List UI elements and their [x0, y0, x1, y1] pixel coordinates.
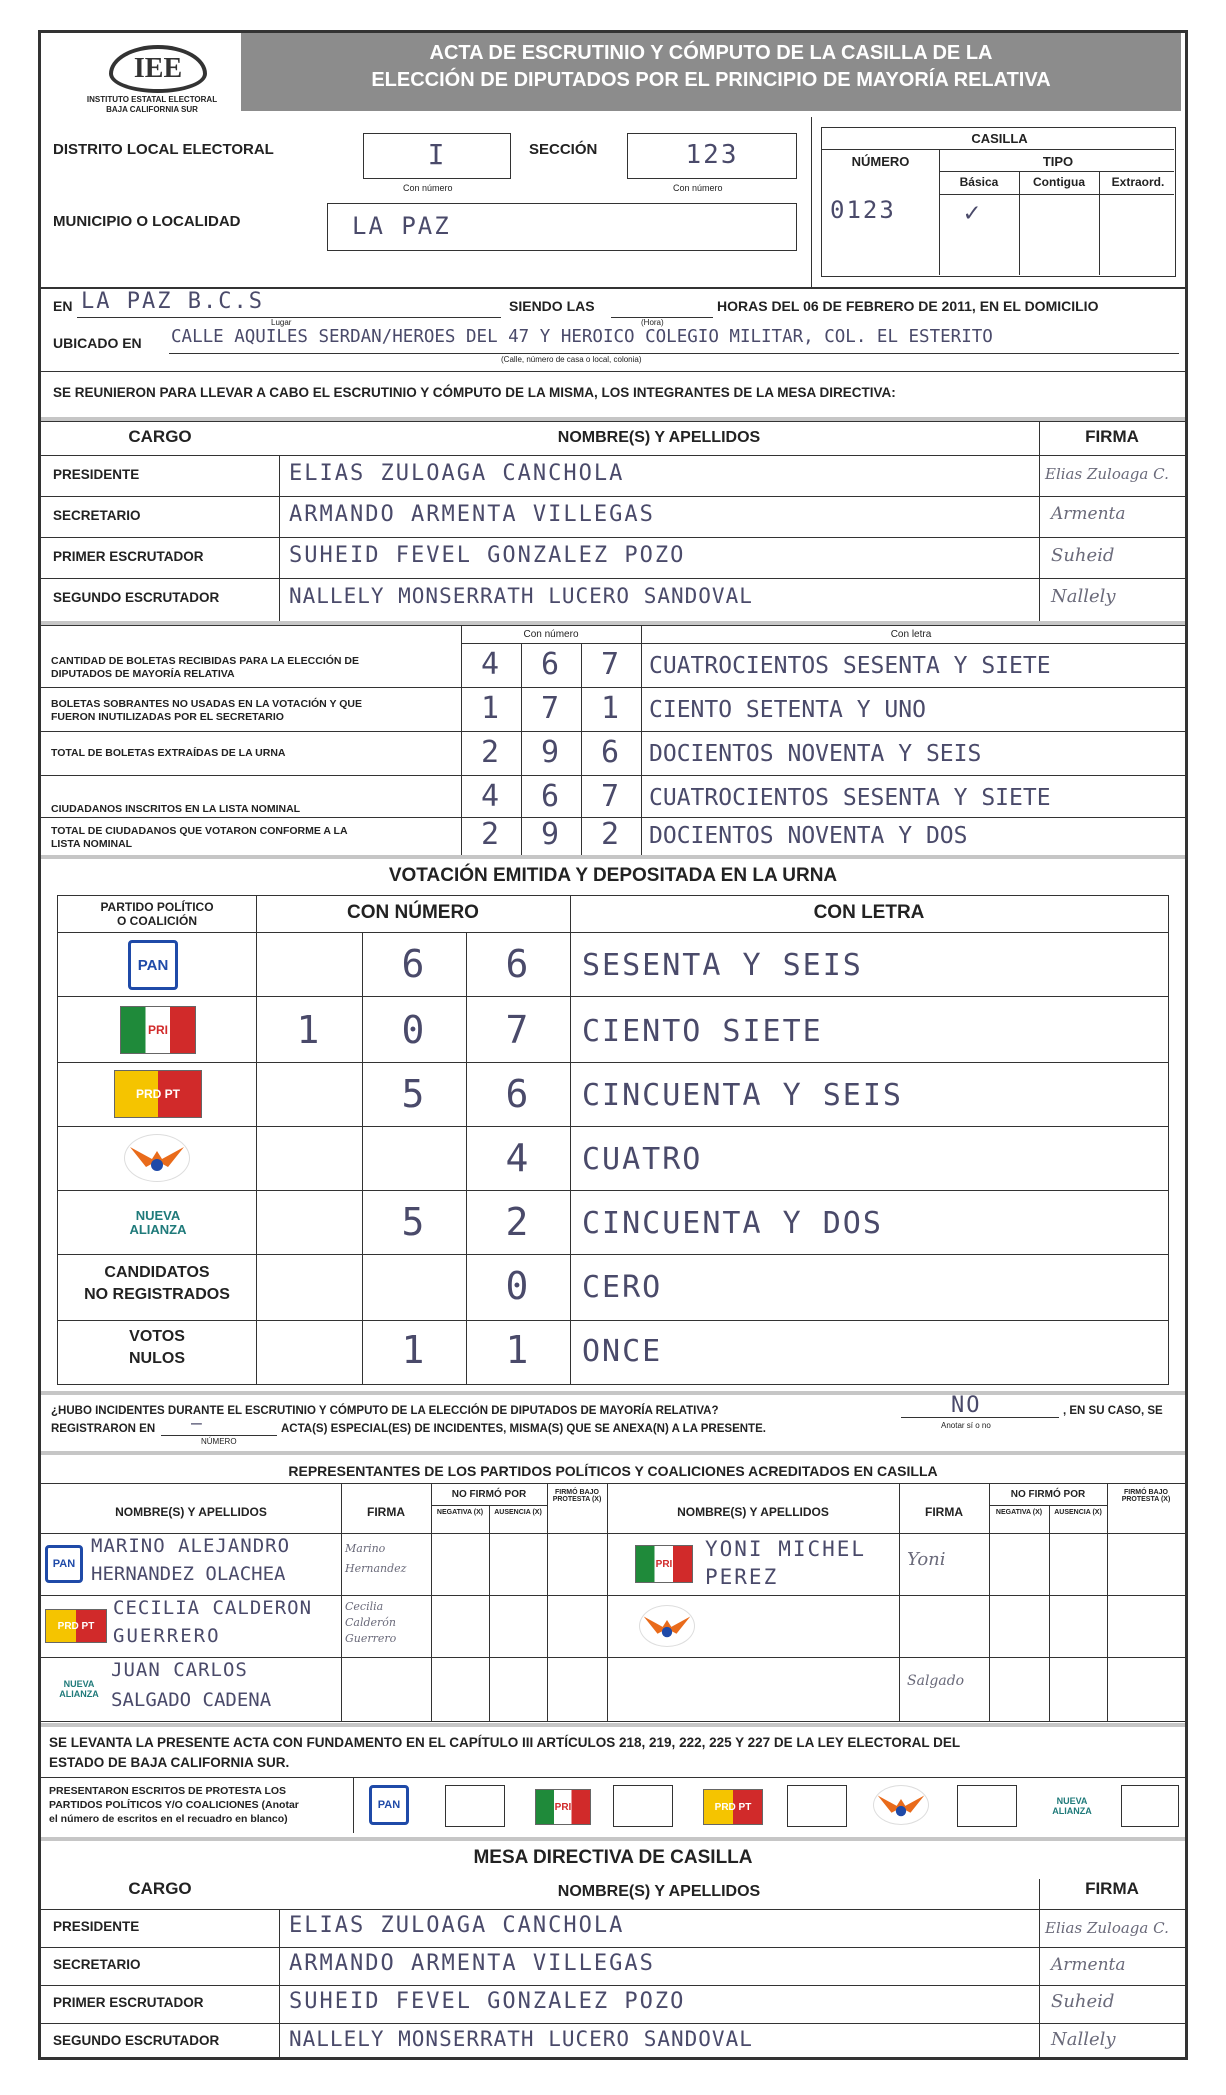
mesa-top-firma[interactable]: Elias Zuloaga C. [1045, 465, 1169, 483]
mesa-bottom-firma-header: FIRMA [1085, 1879, 1139, 1898]
rep-name-line1[interactable]: JUAN CARLOS [111, 1659, 248, 1681]
boletas-digit[interactable]: 7 [600, 647, 622, 682]
boletas-digit[interactable]: 6 [540, 779, 562, 814]
municipio-label: MUNICIPIO O LOCALIDAD [53, 213, 241, 230]
calle-label: (Calle, número de casa o local, colonia) [501, 355, 642, 364]
mesa-top-cargo: SEGUNDO ESCRUTADOR [53, 590, 220, 605]
mesa-top-firma-header: FIRMA [1085, 427, 1139, 446]
prd-pt-logo: PRD PT [45, 1609, 107, 1643]
votacion-digit[interactable]: 0 [505, 1264, 531, 1308]
escritos-line3: el número de escritos en el recuadro en blanco) [49, 1813, 288, 1825]
rep-left-firmo-header: FIRMÓ BAJO PROTESTA (X) [552, 1489, 602, 1503]
incidentes-numero-label: NÚMERO [201, 1437, 237, 1446]
title-line1: ACTA DE ESCRUTINIO Y CÓMPUTO DE LA CASILLA DE LA [429, 42, 993, 64]
horas-text: HORAS DEL 06 DE FEBRERO DE 2011, EN EL DOMICILIO [717, 298, 1099, 314]
votacion-digit[interactable]: 6 [505, 942, 531, 986]
contigua-label: Contigua [1033, 175, 1085, 189]
escritos-box-pan[interactable] [445, 1785, 505, 1827]
boletas-digit[interactable]: 2 [600, 817, 622, 852]
boletas-letra[interactable]: CUATROCIENTOS SESENTA Y SIETE [649, 653, 1051, 679]
escritos-box-nueva-alianza[interactable] [1121, 1785, 1179, 1827]
rep-right-ausencia-header: AUSENCIA (X) [1054, 1509, 1102, 1516]
ubicado-label: UBICADO EN [53, 335, 142, 351]
mesa-bottom-nombre-header: NOMBRE(S) Y APELLIDOS [557, 1883, 761, 1900]
incidentes-anotar-label: Anotar sí o no [941, 1421, 991, 1430]
votacion-digit[interactable]: 6 [401, 942, 427, 986]
seccion-con-numero: Con número [673, 183, 723, 193]
seccion-field[interactable] [627, 133, 797, 179]
mesa-bottom-firma[interactable]: Nallely [1051, 2029, 1116, 2050]
representantes-title: REPRESENTANTES DE LOS PARTIDOS POLÍTICOS Y COALICIONES ACREDITADOS EN CASILLA [288, 1463, 938, 1479]
mesa-top-nombre[interactable]: ARMANDO ARMENTA VILLEGAS [289, 502, 655, 527]
nueva-alianza-logo: NUEVA ALIANZA [108, 1200, 208, 1246]
mesa-bottom-nombre[interactable]: NALLELY MONSERRATH LUCERO SANDOVAL [289, 2027, 753, 2051]
en-value[interactable]: LA PAZ B.C.S [81, 289, 264, 314]
institute-line2: BAJA CALIFORNIA SUR [106, 105, 198, 114]
eagle-icon [876, 1790, 926, 1820]
distrito-label: DISTRITO LOCAL ELECTORAL [53, 141, 274, 158]
boletas-letra[interactable]: DOCIENTOS NOVENTA Y DOS [649, 823, 968, 849]
votacion-digit[interactable]: 7 [505, 1008, 531, 1052]
mesa-bottom-nombre[interactable]: ELIAS ZULOAGA CANCHOLA [289, 1913, 625, 1938]
casilla-numero-value[interactable]: 0123 [830, 196, 896, 224]
boletas-letra[interactable]: DOCIENTOS NOVENTA Y SEIS [649, 741, 982, 767]
votacion-digit[interactable]: 5 [401, 1200, 427, 1244]
escritos-box-convergencia[interactable] [957, 1785, 1017, 1827]
escritos-line2: PARTIDOS POLÍTICOS Y/O COALICIONES (Anotar [49, 1799, 299, 1811]
candidatos-label-line1: CANDIDATOS [104, 1264, 210, 1281]
mesa-top-nombre[interactable]: ELIAS ZULOAGA CANCHOLA [289, 461, 625, 486]
partido-header-line2: O COALICIÓN [117, 914, 197, 928]
eagle-icon [128, 1141, 186, 1175]
municipio-field[interactable] [327, 203, 797, 251]
boletas-letra[interactable]: CUATROCIENTOS SESENTA Y SIETE [649, 785, 1051, 811]
rep-left-ausencia-header: AUSENCIA (X) [494, 1509, 542, 1516]
votacion-letra[interactable]: ONCE [582, 1334, 663, 1369]
votacion-letra[interactable]: CIENTO SIETE [582, 1014, 823, 1049]
votacion-letra[interactable]: CINCUENTA Y SEIS [582, 1078, 903, 1113]
boletas-digit[interactable]: 4 [480, 647, 502, 682]
prd-pt-logo: PRD PT [703, 1789, 763, 1825]
mesa-bottom-nombre[interactable]: ARMANDO ARMENTA VILLEGAS [289, 1951, 655, 1976]
boletas-con-letra-label: Con letra [890, 629, 932, 640]
mesa-bottom-firma[interactable]: Elias Zuloaga C. [1045, 1919, 1169, 1937]
casilla-table [821, 127, 1176, 277]
hora-label: (Hora) [641, 318, 664, 327]
rep-left-no-firmo-header: NO FIRMÓ POR [451, 1489, 527, 1500]
rep-name-line2[interactable]: SALGADO CADENA [111, 1689, 272, 1711]
mesa-top-nombre[interactable]: SUHEID FEVEL GONZALEZ POZO [289, 543, 686, 568]
rep-left-negativa-header: NEGATIVA (X) [436, 1509, 484, 1516]
iee-logo-mark: IEE [109, 45, 207, 93]
boletas-con-numero-label: Con número [523, 629, 579, 640]
boletas-digit[interactable]: 1 [480, 691, 502, 726]
rep-name-line1[interactable]: CECILIA CALDERON [113, 1597, 313, 1619]
boletas-digit[interactable]: 2 [480, 817, 502, 852]
prd-pt-logo: PRD PT [114, 1070, 202, 1118]
mesa-top-firma[interactable]: Nallely [1051, 586, 1116, 607]
mesa-top-cargo: PRESIDENTE [53, 467, 140, 482]
pri-logo: PRI [120, 1006, 196, 1054]
nulos-label-line2: NULOS [129, 1350, 185, 1367]
votacion-letra[interactable]: CINCUENTA Y DOS [582, 1206, 883, 1241]
votacion-title: VOTACIÓN EMITIDA Y DEPOSITADA EN LA URNA [388, 865, 838, 886]
boletas-digit[interactable]: 7 [600, 779, 622, 814]
votacion-table [57, 895, 1169, 1385]
fundamento-line2: ESTADO DE BAJA CALIFORNIA SUR. [49, 1755, 290, 1770]
rep-name-line1[interactable]: MARINO ALEJANDRO [91, 1535, 291, 1557]
partido-header-line1: PARTIDO POLÍTICO [100, 900, 214, 914]
rep-firma[interactable]: Marino Hernandez [345, 1542, 407, 1575]
rep-left-nombre-header: NOMBRE(S) Y APELLIDOS [115, 1505, 267, 1519]
mesa-bottom-cargo: SEGUNDO ESCRUTADOR [53, 2033, 220, 2048]
votacion-digit[interactable]: 6 [505, 1072, 531, 1116]
numero-label: NÚMERO [851, 154, 910, 169]
incidentes-answer[interactable]: NO [951, 1393, 982, 1418]
mesa-bottom-firma[interactable]: Armenta [1051, 1955, 1126, 1975]
boletas-digit[interactable]: 4 [480, 779, 502, 814]
boletas-label-line2: DIPUTADOS DE MAYORÍA RELATIVA [51, 668, 235, 680]
lugar-label: Lugar [271, 318, 292, 327]
boletas-digit[interactable]: 6 [540, 647, 562, 682]
votacion-letra[interactable]: CERO [582, 1270, 663, 1305]
siendo-label: SIENDO LAS [509, 298, 595, 314]
fundamento-line1: SE LEVANTA LA PRESENTE ACTA CON FUNDAMENTO EN EL CAPÍTULO III ARTÍCULOS 218, 219, 222, 225 Y 227 DE LA LEY ELECTORAL DEL [49, 1735, 961, 1750]
mesa-bottom-cargo: SECRETARIO [53, 1957, 141, 1972]
municipio-value: LA PAZ [352, 212, 451, 240]
votacion-digit[interactable]: 1 [296, 1008, 322, 1052]
mesa-bottom-cargo: PRIMER ESCRUTADOR [53, 1995, 204, 2010]
eagle-icon [642, 1611, 692, 1641]
boletas-digit[interactable]: 9 [540, 735, 562, 770]
seccion-label: SECCIÓN [529, 141, 598, 158]
incidentes-line2-end: ACTA(S) ESPECIAL(ES) DE INCIDENTES, MISMA(S) QUE SE ANEXA(N) A LA PRESENTE. [281, 1423, 766, 1435]
boletas-label-line2: FUERON INUTILIZADAS POR EL SECRETARIO [51, 711, 284, 723]
nulos-label-line1: VOTOS [129, 1328, 185, 1345]
title-bar [241, 33, 1181, 111]
pri-logo: PRI [635, 1545, 693, 1583]
incidentes-numero-value[interactable]: — [191, 1413, 204, 1434]
convergencia-logo [639, 1605, 695, 1647]
nueva-alianza-logo: NUEVA ALIANZA [45, 1669, 113, 1709]
votacion-digit[interactable]: 4 [505, 1136, 531, 1180]
boletas-digit[interactable]: 1 [600, 691, 622, 726]
reunieron-text: SE REUNIERON PARA LLEVAR A CABO EL ESCRUTINIO Y CÓMPUTO DE LA MISMA, LOS INTEGRANTES DE LA MESA DIRECTIVA: [53, 385, 896, 400]
distrito-value: I [427, 138, 447, 171]
nueva-alianza-logo: NUEVA ALIANZA [1037, 1787, 1107, 1825]
incidentes-line2-start: REGISTRARON EN [51, 1423, 156, 1435]
pan-logo: PAN [128, 940, 178, 990]
votacion-digit[interactable]: 1 [401, 1328, 427, 1372]
mesa-top-cargo: PRIMER ESCRUTADOR [53, 549, 204, 564]
votacion-con-letra-header: CON LETRA [813, 902, 925, 923]
boletas-label-line1: CIUDADANOS INSCRITOS EN LA LISTA NOMINAL [51, 803, 301, 815]
mesa-top-firma[interactable]: Armenta [1051, 504, 1126, 524]
mesa-top-nombre[interactable]: NALLELY MONSERRATH LUCERO SANDOVAL [289, 584, 753, 608]
boletas-letra[interactable]: CIENTO SETENTA Y UNO [649, 697, 926, 723]
mesa-top-cargo: SECRETARIO [53, 508, 141, 523]
votacion-digit[interactable]: 5 [401, 1072, 427, 1116]
iee-logo [91, 41, 211, 91]
pri-logo: PRI [535, 1789, 591, 1825]
rep-firma[interactable]: Yoni [907, 1549, 946, 1570]
mesa-bottom-title: MESA DIRECTIVA DE CASILLA [473, 1847, 753, 1868]
ident-divider [811, 117, 812, 287]
boletas-label-line1: CANTIDAD DE BOLETAS RECIBIDAS PARA LA ELECCIÓN DE [51, 655, 360, 667]
mesa-top-cargo-header: CARGO [128, 427, 192, 446]
rep-right-nombre-header: NOMBRE(S) Y APELLIDOS [677, 1505, 829, 1519]
rep-left-firma-header: FIRMA [367, 1505, 405, 1519]
rep-right-firmo-header: FIRMÓ BAJO PROTESTA (X) [1121, 1489, 1171, 1503]
extraord-label: Extraord. [1111, 175, 1165, 189]
rep-name-line1[interactable]: YONI MICHEL [705, 1537, 867, 1561]
votacion-digit[interactable]: 2 [505, 1200, 531, 1244]
mesa-bottom-cargo-header: CARGO [128, 1879, 192, 1898]
title-line2: ELECCIÓN DE DIPUTADOS POR EL PRINCIPIO DE MAYORÍA RELATIVA [371, 69, 1051, 91]
candidatos-label-line2: NO REGISTRADOS [84, 1286, 230, 1303]
tipo-label: TIPO [1042, 154, 1074, 169]
escritos-line1: PRESENTARON ESCRITOS DE PROTESTA LOS [49, 1785, 287, 1797]
institute-line1: INSTITUTO ESTATAL ELECTORAL [86, 95, 218, 104]
basica-label: Básica [959, 175, 999, 189]
en-label: EN [53, 298, 73, 314]
boletas-digit[interactable]: 9 [540, 817, 562, 852]
boletas-digit[interactable]: 6 [600, 735, 622, 770]
basica-check[interactable]: ✓ [964, 198, 982, 228]
distrito-con-numero: Con número [403, 183, 453, 193]
mesa-bottom-firma[interactable]: Suheid [1051, 1991, 1115, 2012]
escritos-box-pri[interactable] [613, 1785, 673, 1827]
votacion-con-numero-header: CON NÚMERO [347, 902, 479, 923]
rep-right-no-firmo-header: NO FIRMÓ POR [1010, 1489, 1086, 1500]
votacion-digit[interactable]: 1 [505, 1328, 531, 1372]
mesa-top-firma[interactable]: Suheid [1051, 545, 1115, 566]
boletas-label-line1: TOTAL DE CIUDADANOS QUE VOTARON CONFORME A LA [51, 825, 348, 837]
rep-name-line2[interactable]: PEREZ [705, 1565, 779, 1589]
incidentes-line1: ¿HUBO INCIDENTES DURANTE EL ESCRUTINIO Y CÓMPUTO DE LA ELECCIÓN DE DIPUTADOS DE MAYORÍA RELATIVA? [51, 1405, 719, 1417]
rep-right-negativa-header: NEGATIVA (X) [995, 1509, 1043, 1516]
boletas-digit[interactable]: 2 [480, 735, 502, 770]
distrito-field[interactable] [363, 133, 511, 179]
ubicado-value[interactable]: CALLE AQUILES SERDAN/HEROES DEL 47 Y HEROICO COLEGIO MILITAR, COL. EL ESTERITO [171, 327, 993, 347]
rep-firma[interactable]: Cecilia Calderón Guerrero [345, 1600, 397, 1645]
mesa-bottom-nombre[interactable]: SUHEID FEVEL GONZALEZ POZO [289, 1989, 686, 2014]
boletas-label-line2: LISTA NOMINAL [51, 838, 133, 850]
rep-firma[interactable]: Salgado [907, 1673, 965, 1689]
pan-logo: PAN [369, 1785, 409, 1825]
acta-sheet [38, 30, 1188, 2060]
votacion-letra[interactable]: SESENTA Y SEIS [582, 948, 863, 983]
seccion-value: 123 [685, 140, 739, 170]
rep-name-line2[interactable]: HERNANDEZ OLACHEA [91, 1563, 286, 1585]
mesa-bottom-cargo: PRESIDENTE [53, 1919, 140, 1934]
incidentes-line1-end: , EN SU CASO, SE [1063, 1405, 1163, 1417]
rep-right-firma-header: FIRMA [925, 1505, 963, 1519]
votacion-letra[interactable]: CUATRO [582, 1142, 703, 1177]
escritos-box-prd-pt[interactable] [787, 1785, 847, 1827]
casilla-label: CASILLA [971, 131, 1028, 146]
boletas-label-line1: TOTAL DE BOLETAS EXTRAÍDAS DE LA URNA [51, 747, 286, 759]
convergencia-logo [873, 1785, 929, 1825]
votacion-digit[interactable]: 0 [401, 1008, 427, 1052]
mesa-top-nombre-header: NOMBRE(S) Y APELLIDOS [557, 429, 761, 446]
convergencia-logo [124, 1134, 190, 1182]
boletas-digit[interactable]: 7 [540, 691, 562, 726]
pan-logo: PAN [45, 1545, 83, 1583]
boletas-label-line1: BOLETAS SOBRANTES NO USADAS EN LA VOTACIÓN Y QUE [51, 698, 362, 710]
rep-name-line2[interactable]: GUERRERO [113, 1625, 221, 1647]
